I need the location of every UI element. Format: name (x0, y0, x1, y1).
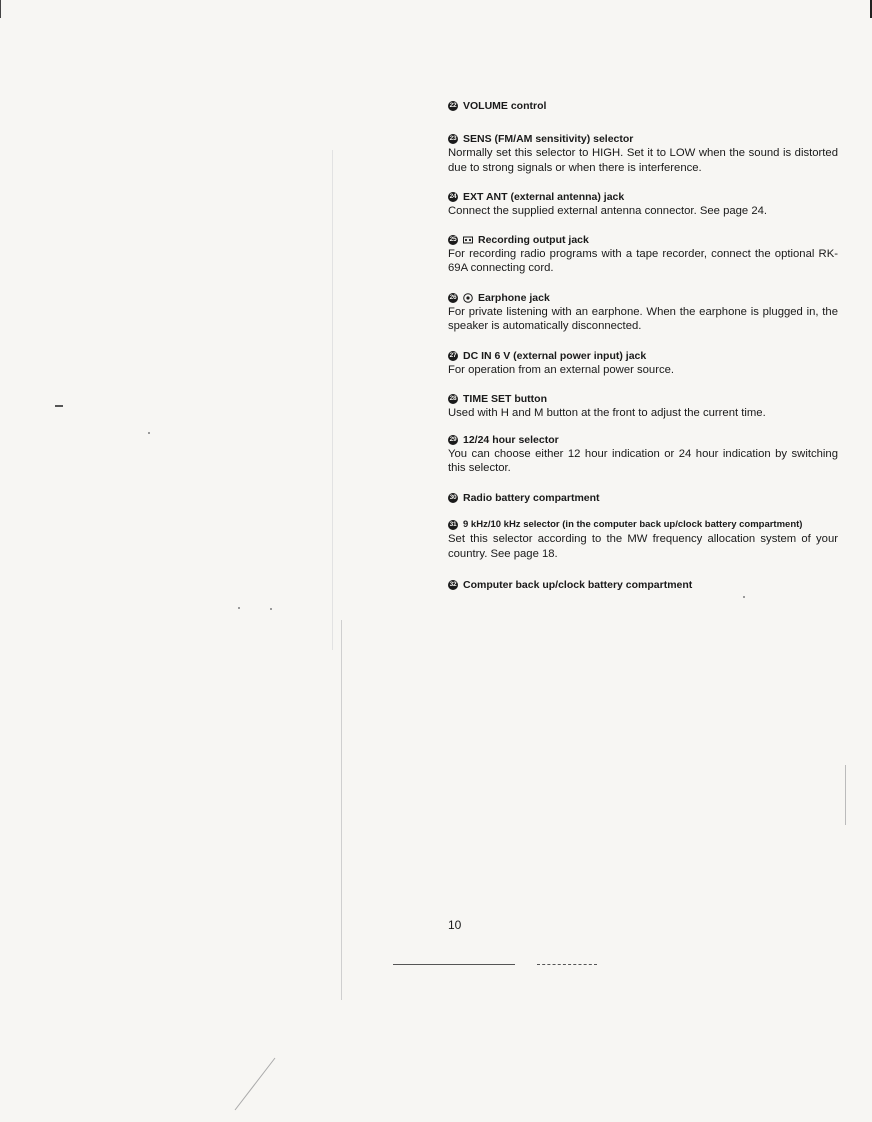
speck (845, 765, 846, 825)
rule-line (393, 964, 515, 965)
item-number-badge: 30 (449, 493, 457, 501)
speck (55, 405, 63, 407)
item-title: EXT ANT (external antenna) jack (463, 191, 625, 203)
item-description: For operation from an external power source. (448, 363, 675, 376)
list-item (448, 393, 838, 421)
item-description: You can choose either 12 hour indication or 24 hour indication by switching this selector. (448, 447, 838, 474)
item-list (448, 100, 838, 592)
item-heading (448, 191, 838, 204)
item-number-badge: 22 (449, 102, 457, 109)
item-number-badge: 32 (449, 581, 457, 588)
item-number-badge: 24 (449, 193, 457, 200)
item-heading (448, 519, 838, 531)
item-heading (448, 292, 838, 305)
speck (743, 596, 745, 598)
item-heading (448, 393, 838, 406)
list-item (448, 133, 838, 175)
item-title: Computer back up/clock battery compartment (463, 579, 693, 591)
list-item (448, 100, 838, 113)
item-number-badge: 27 (449, 351, 457, 359)
list-item (448, 191, 838, 219)
item-number-badge: 25 (449, 235, 457, 243)
item-title: Radio battery compartment (463, 491, 600, 504)
list-item (448, 434, 838, 476)
item-title: SENS (FM/AM sensitivity) selector (463, 133, 634, 145)
fold-line-lower (341, 620, 342, 1000)
item-heading (448, 434, 838, 447)
item-title: Earphone jack (478, 291, 550, 304)
item-title: TIME SET button (463, 393, 547, 405)
list-item (448, 292, 838, 334)
item-description: For recording radio programs with a tape recorder, connect the optional RK-69A connecting cord. (448, 247, 838, 274)
list-item (448, 350, 838, 378)
item-number-badge: 26 (449, 293, 457, 301)
rule-line (537, 964, 597, 965)
item-description: For private listening with an earphone. When the earphone is plugged in, the speaker is automatically disconnected. (448, 305, 838, 332)
item-heading (448, 350, 838, 363)
list-item (448, 579, 838, 592)
item-heading (448, 492, 838, 505)
list-item (448, 519, 838, 562)
item-number-badge: 23 (449, 135, 457, 142)
item-description: Used with H and M button at the front to adjust the current time. (448, 407, 766, 419)
cassette-icon (463, 235, 473, 245)
item-number-badge: 28 (449, 395, 457, 402)
list-item (448, 492, 838, 505)
fold-line (332, 150, 333, 650)
item-title: 12/24 hour selector (463, 433, 559, 446)
item-description: Connect the supplied external antenna connector. See page 24. (448, 205, 768, 217)
page-number: 10 (448, 918, 462, 932)
item-heading (448, 579, 838, 592)
earphone-icon (463, 293, 473, 303)
item-number-badge: 31 (449, 520, 457, 528)
item-description: Normally set this selector to HIGH. Set it to LOW when the sound is distorted due to strong signals or when there is interference. (448, 147, 838, 174)
item-title: DC IN 6 V (external power input) jack (463, 349, 647, 362)
pencil-stroke (230, 1055, 280, 1115)
item-title: Recording output jack (478, 233, 589, 246)
speck (270, 608, 272, 610)
item-heading (448, 133, 838, 146)
item-description: Set this selector according to the MW frequency allocation system of your country. See page 18. (448, 533, 838, 560)
item-number-badge: 29 (449, 435, 457, 443)
item-heading (448, 234, 838, 247)
speck (148, 432, 150, 434)
item-heading (448, 100, 838, 113)
item-title: VOLUME control (463, 100, 547, 112)
list-item (448, 234, 838, 276)
speck (0, 0, 1, 18)
item-title: 9 kHz/10 kHz selector (in the computer back up/clock battery compartment) (463, 518, 803, 530)
speck (238, 607, 240, 609)
